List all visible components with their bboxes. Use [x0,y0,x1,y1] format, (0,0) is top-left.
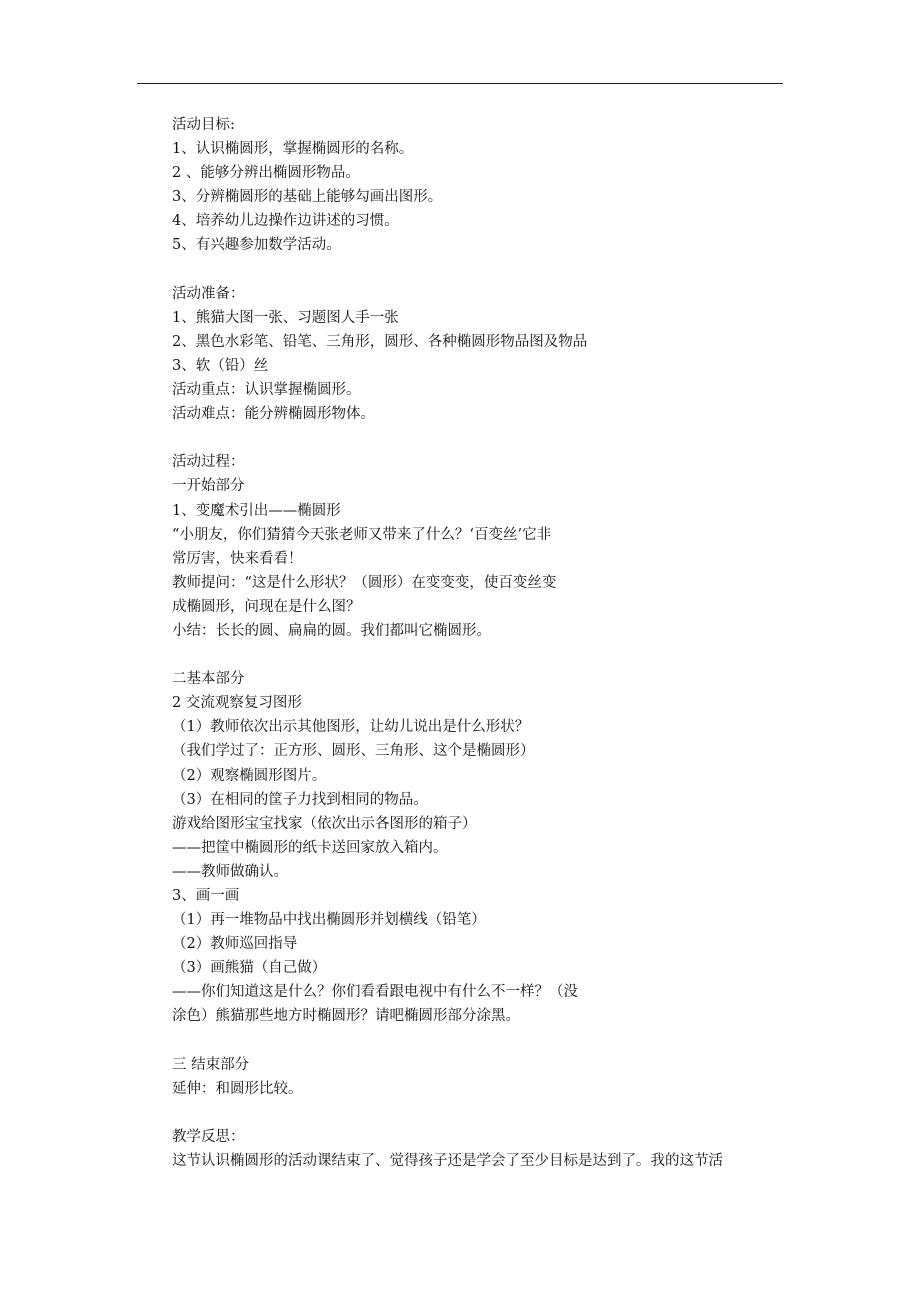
part2-line: ——把筐中椭圆形的纸卡送回家放入箱内。 [172,839,448,856]
part2-line: 涂色）熊猫那些地方时椭圆形？请吧椭圆形部分涂黑。 [172,1008,520,1025]
document-body [172,113,792,1173]
goal-item: 5、有兴趣参加数学活动。 [172,237,341,254]
part1-line: “小朋友，你们猜猜今天张老师又带来了什么？‘百变丝’它非 [172,526,552,543]
part2-line: ——你们知道这是什么？你们看看跟电视中有什么不一样？（没 [172,984,578,1001]
header-rule [137,83,783,84]
difficulty: 活动难点：能分辨椭圆形物体。 [172,406,375,423]
part1-line: 小结：长长的圆、扁扁的圆。我们都叫它椭圆形。 [172,622,491,639]
part2-line: ——教师做确认。 [172,863,288,880]
goal-item: 1、认识椭圆形，掌握椭圆形的名称。 [172,141,414,158]
part2-line: （3）在相同的筐子力找到相同的物品。 [172,791,428,808]
blank-line [172,1029,792,1053]
prep-title: 活动准备： [172,285,245,302]
prep-item: 1、熊猫大图一张、习题图人手一张 [172,309,399,326]
goal-item: 4、培养幼儿边操作边讲述的习惯。 [172,213,399,230]
goals-title: 活动目标: [172,117,235,133]
blank-line [172,258,792,282]
blank-line [172,1101,792,1125]
part1-heading: 一开始部分 [172,478,245,495]
part2-line: 3、画一画 [172,888,240,904]
part2-line: （2）教师巡回指导 [172,936,298,953]
goal-item: 3、分辨椭圆形的基础上能够勾画出图形。 [172,189,443,206]
part2-line: （3）画熊猫（自己做） [172,960,327,977]
part3-line: 延伸：和圆形比较。 [172,1080,303,1097]
blank-line [172,426,792,450]
key-point: 活动重点：认识掌握椭圆形。 [172,382,361,399]
blank-line [172,643,792,667]
part1-line: 常厉害，快来看看！ [172,550,303,567]
part1-line: 教师提问：“这是什么形状？（圆形）在变变变，使百变丝变 [172,574,557,591]
part2-line: 游戏给图形宝宝找家（依次出示各图形的箱子） [172,815,477,832]
part3-heading: 三 结束部分 [172,1056,250,1073]
part1-line: 成椭圆形，问现在是什么图？ [172,598,361,615]
prep-item: 2、黑色水彩笔、铅笔、三角形，圆形、各种椭圆形物品图及物品 [172,333,588,350]
part2-line: （我们学过了：正方形、圆形、三角形、这个是椭圆形） [172,743,535,760]
goal-item: 2 、能够分辨出椭圆形物品。 [172,165,360,182]
part2-heading: 二基本部分 [172,671,245,688]
reflection-title: 教学反思： [172,1128,245,1145]
part2-line: （2）观察椭圆形图片。 [172,767,327,784]
process-title: 活动过程： [172,454,245,471]
part2-line: （1）再一堆物品中找出椭圆形并划横线（铅笔） [172,912,486,929]
reflection-line: 这节认识椭圆形的活动课结束了、觉得孩子还是学会了至少目标是达到了。我的这节活 [172,1153,723,1170]
prep-item: 3、软（铅）丝 [172,357,269,374]
part1-line: 1、变魔术引出——椭圆形 [172,502,341,519]
part2-line: （1）教师依次出示其他图形，让幼儿说出是什么形状？ [172,719,530,736]
part2-line: 2 交流观察复习图形 [172,695,302,712]
